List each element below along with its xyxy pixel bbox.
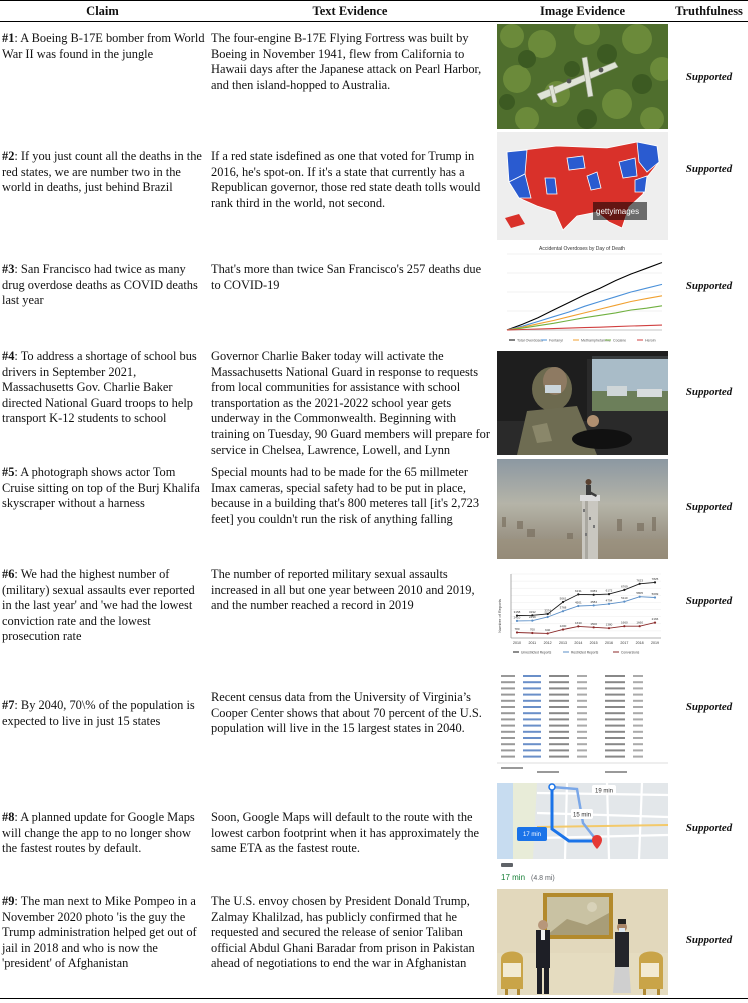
table-cell-blur bbox=[549, 725, 569, 727]
map-route-label: 17 min bbox=[522, 832, 542, 838]
claim-id: #4 bbox=[2, 349, 15, 363]
table-cell-blur bbox=[549, 687, 569, 689]
x-tick-label: 2010 bbox=[513, 641, 521, 645]
claim-cell bbox=[2, 810, 205, 857]
data-label: 5110 bbox=[621, 596, 628, 601]
header-truthfulness: Truthfulness bbox=[675, 4, 743, 18]
data-label: 1380 bbox=[605, 622, 613, 627]
table-cell-blur bbox=[633, 725, 643, 727]
table-cell-blur bbox=[633, 749, 643, 751]
data-point bbox=[623, 601, 625, 603]
data-label: 1660 bbox=[620, 620, 628, 625]
table-cell-blur bbox=[605, 725, 625, 727]
data-point bbox=[654, 581, 656, 583]
chart-ylabel: Number of Reports bbox=[497, 599, 502, 633]
table-row bbox=[0, 130, 748, 242]
table-cell-blur bbox=[523, 731, 541, 733]
x-tick-label: 2019 bbox=[651, 641, 659, 645]
data-label: 5805 bbox=[636, 591, 644, 596]
data-label: 2949 bbox=[544, 611, 552, 616]
table-cell-blur bbox=[523, 681, 541, 683]
getty-watermark: gettyimages bbox=[596, 207, 640, 216]
table-cell-blur bbox=[577, 749, 587, 751]
table-cell-blur bbox=[633, 675, 643, 677]
table-cell-blur bbox=[501, 749, 515, 751]
table-cell-blur bbox=[605, 694, 625, 696]
data-label: 3374 bbox=[544, 608, 552, 613]
table-cell-blur bbox=[523, 687, 541, 689]
table-cell-blur bbox=[577, 725, 587, 727]
table-cell-blur bbox=[633, 737, 643, 739]
data-label: 640 bbox=[545, 627, 551, 632]
image-evidence-meeting-photo bbox=[497, 889, 668, 995]
legend-label: Conversions bbox=[621, 650, 640, 655]
claim-cell bbox=[2, 262, 205, 309]
table-cell-blur bbox=[549, 694, 569, 696]
data-point bbox=[577, 625, 579, 627]
map-alt-eta: 15 min bbox=[572, 812, 592, 819]
table-cell-blur bbox=[633, 712, 643, 714]
image-evidence-burj-spire bbox=[497, 459, 668, 559]
table-cell-blur bbox=[523, 675, 541, 677]
claim-id: #3 bbox=[2, 262, 15, 276]
data-point bbox=[531, 632, 533, 634]
claim-text: : A photograph shows actor Tom Cruise sitting on top of the Burj Khalifa skyscraper without a harness bbox=[2, 465, 200, 511]
x-tick-label: 2013 bbox=[559, 641, 567, 645]
claim-id: #2 bbox=[2, 149, 15, 163]
claim-id: #8 bbox=[2, 810, 15, 824]
text-evidence-cell: Recent census data from the University of Virginia’s Cooper Center shows that about 70 percent of the U.S. population will live in the 15 largest states in 2040. bbox=[211, 690, 482, 736]
table-cell-blur bbox=[605, 706, 625, 708]
table-cell-blur bbox=[501, 675, 515, 677]
data-point bbox=[654, 596, 656, 598]
data-label: 7825 bbox=[651, 576, 659, 581]
claim-text: : A planned update for Google Maps will change the app to no longer show the fastest routes by default. bbox=[2, 810, 195, 856]
data-label: 3158 bbox=[513, 610, 521, 615]
data-point bbox=[654, 621, 656, 623]
series-line-methamphetamine bbox=[507, 296, 662, 330]
data-label: 1500 bbox=[590, 621, 598, 626]
data-label: 1630 bbox=[574, 620, 582, 625]
table-cell-blur bbox=[605, 712, 625, 714]
table-cell-blur bbox=[549, 737, 569, 739]
data-point bbox=[593, 594, 595, 596]
claim-id: #5 bbox=[2, 465, 15, 479]
data-label: 2166 bbox=[651, 617, 659, 622]
table-row bbox=[0, 886, 748, 998]
series-line bbox=[517, 597, 655, 621]
data-point bbox=[593, 626, 595, 628]
data-point bbox=[547, 616, 549, 618]
table-cell-blur bbox=[605, 731, 625, 733]
map-top-eta: 19 min bbox=[594, 788, 614, 795]
table-cell-blur bbox=[523, 756, 541, 758]
x-tick-label: 2018 bbox=[635, 641, 644, 645]
table-cell-blur bbox=[501, 725, 515, 727]
text-evidence-cell: The number of reported military sexual assaults increased in all but one year between 2010 and 2019, and the number reached a record in 2019 bbox=[211, 567, 475, 613]
table-cell-blur bbox=[501, 700, 515, 702]
data-point bbox=[623, 589, 625, 591]
table-cell-blur bbox=[633, 718, 643, 720]
data-label: 1200 bbox=[559, 623, 567, 628]
table-cell-blur bbox=[605, 737, 625, 739]
data-label: 1660 bbox=[636, 620, 644, 625]
table-cell-blur bbox=[523, 706, 541, 708]
table-cell-blur bbox=[523, 737, 541, 739]
claim-cell bbox=[2, 31, 205, 62]
truthfulness-label: Supported bbox=[685, 163, 733, 175]
text-evidence-cell: That's more than twice San Francisco's 257 deaths due to COVID-19 bbox=[211, 262, 482, 292]
table-cell-blur bbox=[633, 743, 643, 745]
x-tick-label: 2011 bbox=[528, 641, 537, 645]
claim-text: : The man next to Mike Pompeo in a November 2020 photo 'is the guy the Trump administration helped get out of jail in 2018 and who is now the 'president' of Afghanistan bbox=[2, 894, 197, 971]
table-cell-blur bbox=[605, 675, 625, 677]
truthfulness-label: Supported bbox=[685, 71, 733, 83]
data-label: 6083 bbox=[590, 589, 598, 594]
map-distance: (4.8 mi) bbox=[531, 875, 555, 882]
table-cell-blur bbox=[577, 756, 587, 758]
legend-label: Total Overdoses bbox=[517, 338, 543, 343]
table-cell-blur bbox=[633, 694, 643, 696]
data-point bbox=[516, 620, 518, 622]
table-cell-blur bbox=[605, 771, 627, 773]
data-point bbox=[593, 604, 595, 606]
data-point bbox=[608, 603, 610, 605]
claim-cell bbox=[2, 567, 205, 645]
data-label: 4584 bbox=[590, 599, 598, 604]
table-cell-blur bbox=[501, 687, 515, 689]
table-row bbox=[0, 346, 748, 458]
table-cell-blur bbox=[605, 718, 625, 720]
table-cell-blur bbox=[537, 771, 559, 773]
series-line bbox=[517, 582, 655, 615]
table-cell-blur bbox=[549, 700, 569, 702]
data-point bbox=[577, 605, 579, 607]
data-point bbox=[623, 625, 625, 627]
data-point bbox=[639, 596, 641, 598]
text-evidence-cell: Soon, Google Maps will default to the route with the lowest carbon footprint when it has approximately the same ETA as the fastest route. bbox=[211, 810, 480, 856]
table-cell-blur bbox=[549, 706, 569, 708]
data-point bbox=[562, 601, 564, 603]
x-tick-label: 2015 bbox=[589, 641, 598, 645]
truthfulness-label: Supported bbox=[685, 934, 733, 946]
image-evidence-guard-driver bbox=[497, 351, 668, 455]
table-cell-blur bbox=[577, 700, 587, 702]
data-point bbox=[608, 627, 610, 629]
table-cell-blur bbox=[549, 743, 569, 745]
series-line-fentanyl bbox=[507, 284, 662, 330]
image-evidence-population-table bbox=[497, 669, 668, 777]
x-tick-label: 2017 bbox=[620, 641, 629, 645]
header-text-evidence: Text Evidence bbox=[312, 4, 388, 18]
claim-cell bbox=[2, 698, 205, 729]
image-evidence-plane-wreck bbox=[497, 24, 668, 129]
claim-id: #1 bbox=[2, 31, 15, 45]
text-evidence-cell: Special mounts had to be made for the 65 millmeter Imax cameras, special safety had to be put in place, because in a building that's 800 meteres tall [it's 2,723 feet] you couldn't run the risk of anything falling bbox=[211, 465, 480, 526]
data-label: 4794 bbox=[605, 598, 613, 603]
table-cell-blur bbox=[501, 681, 515, 683]
table-cell-blur bbox=[605, 687, 625, 689]
table-row bbox=[0, 242, 748, 346]
truthfulness-label: Supported bbox=[685, 822, 733, 834]
table-cell-blur bbox=[501, 706, 515, 708]
table-cell-blur bbox=[577, 706, 587, 708]
table-cell-blur bbox=[523, 700, 541, 702]
table-cell-blur bbox=[523, 749, 541, 751]
legend-label: Fentanyl bbox=[549, 338, 563, 343]
table-cell-blur bbox=[605, 756, 625, 758]
table-cell-blur bbox=[523, 718, 541, 720]
data-label: 2410 bbox=[513, 615, 521, 620]
table-cell-blur bbox=[501, 743, 515, 745]
table-cell-blur bbox=[501, 737, 515, 739]
image-evidence-assault-chart bbox=[497, 568, 668, 664]
table-cell-blur bbox=[549, 756, 569, 758]
table-cell-blur bbox=[501, 767, 523, 769]
data-label: 4501 bbox=[574, 600, 582, 605]
table-cell-blur bbox=[549, 681, 569, 683]
table-cell-blur bbox=[605, 749, 625, 751]
table-cell-blur bbox=[501, 756, 515, 758]
table-cell-blur bbox=[605, 743, 625, 745]
claim-id: #7 bbox=[2, 698, 15, 712]
data-label: 6131 bbox=[574, 588, 582, 593]
text-evidence-cell: If a red state isdefined as one that voted for Trump in 2016, he's spot-on. If it's a state that currently has a Republican governor, those red state death tolls would rank third in the world, not second. bbox=[211, 149, 481, 210]
table-cell-blur bbox=[577, 743, 587, 745]
data-label: 3192 bbox=[528, 609, 536, 614]
claim-cell bbox=[2, 149, 205, 196]
x-tick-label: 2012 bbox=[543, 641, 552, 645]
data-label: 3768 bbox=[559, 605, 567, 610]
text-evidence-cell: The four-engine B-17E Flying Fortress was built by Boeing in November 1941, flew from California to Hawaii days after the Japanese attack on Pearl Harbor, and then island-hopped to Australia. bbox=[211, 31, 482, 92]
truthfulness-label: Supported bbox=[685, 595, 733, 607]
data-point bbox=[577, 593, 579, 595]
claim-text: : By 2040, 70\% of the population is expected to live in just 15 states bbox=[2, 698, 195, 728]
table-cell-blur bbox=[549, 731, 569, 733]
data-label: 780 bbox=[514, 626, 520, 631]
x-tick-label: 2014 bbox=[574, 641, 583, 645]
claim-cell bbox=[2, 349, 205, 427]
claim-text: : We had the highest number of (military) sexual assaults ever reported in the last year' and 'we had the lowest conviction rate and the lowest prosecution rate bbox=[2, 567, 195, 644]
text-evidence-cell: Governor Charlie Baker today will activate the Massachusetts National Guard in response to requests from local communities for assistance with school transportation as the 2021-2022 school year gets underway in the Commonwealth. Beginning with training on Tuesday, 90 Guard members will prepare for service in Chelsea, Lawrence, Lowell, and Lynn bbox=[211, 349, 490, 457]
table-row bbox=[0, 780, 748, 886]
claim-id: #9 bbox=[2, 894, 15, 908]
legend-label: Restricted Reports bbox=[571, 650, 599, 655]
x-tick-label: 2016 bbox=[605, 641, 613, 645]
truthfulness-label: Supported bbox=[685, 701, 733, 713]
table-cell-blur bbox=[633, 681, 643, 683]
data-label: 6172 bbox=[605, 588, 613, 593]
claim-text: : To address a shortage of school bus drivers in September 2021, Massachusetts Gov. Charlie Baker directed National Guard troops to help transport K-12 students to school bbox=[2, 349, 197, 426]
table-cell-blur bbox=[549, 675, 569, 677]
table-cell-blur bbox=[633, 706, 643, 708]
header-claim: Claim bbox=[86, 4, 119, 18]
claim-text: : San Francisco had twice as many drug overdose deaths as COVID deaths last year bbox=[2, 262, 198, 308]
series-line-cocaine bbox=[507, 306, 662, 330]
table-cell-blur bbox=[577, 681, 587, 683]
data-label: 6769 bbox=[620, 584, 628, 589]
data-point bbox=[516, 631, 518, 633]
data-label: 700 bbox=[529, 627, 535, 632]
data-label: 2439 bbox=[528, 615, 536, 620]
header-image-evidence: Image Evidence bbox=[539, 4, 626, 18]
data-point bbox=[562, 628, 564, 630]
data-point bbox=[608, 593, 610, 595]
claim-id: #6 bbox=[2, 567, 15, 581]
data-label: 5699 bbox=[651, 591, 659, 596]
data-point bbox=[639, 625, 641, 627]
table-cell-blur bbox=[523, 725, 541, 727]
table-cell-blur bbox=[549, 712, 569, 714]
table-cell-blur bbox=[633, 756, 643, 758]
legend-label: Methamphetamine bbox=[581, 338, 611, 343]
table-cell-blur bbox=[577, 718, 587, 720]
claim-text: : A Boeing B-17E bomber from World War II was found in the jungle bbox=[2, 31, 205, 61]
table-cell-blur bbox=[501, 731, 515, 733]
data-point bbox=[547, 632, 549, 634]
table-row bbox=[0, 458, 748, 560]
table-cell-blur bbox=[523, 712, 541, 714]
table-cell-blur bbox=[577, 712, 587, 714]
table-row bbox=[0, 22, 748, 130]
claim-text: : If you just count all the deaths in the red states, we are number two in the world in deaths, just behind Brazil bbox=[2, 149, 202, 195]
table-cell-blur bbox=[633, 700, 643, 702]
table-cell-blur bbox=[523, 743, 541, 745]
image-evidence-google-maps bbox=[497, 783, 668, 885]
table-bottom-rule bbox=[0, 998, 748, 999]
table-header bbox=[0, 0, 748, 22]
table-cell-blur bbox=[605, 681, 625, 683]
legend-label: Heroin bbox=[645, 338, 656, 343]
table-cell-blur bbox=[549, 718, 569, 720]
legend-label: Unrestricted Reports bbox=[521, 650, 552, 655]
table-cell-blur bbox=[577, 737, 587, 739]
data-point bbox=[639, 583, 641, 585]
table-cell-blur bbox=[577, 675, 587, 677]
legend-label: Cocaine bbox=[613, 338, 627, 343]
text-evidence-cell: The U.S. envoy chosen by President Donald Trump, Zalmay Khalilzad, has publicly confirmed that he requested and secured the release of senior Taliban official Abdul Ghani Baradar from prison in Pakistan ahead of negotiations to end the war in Afghanistan bbox=[211, 894, 475, 971]
data-label: 5061 bbox=[559, 596, 567, 601]
table-cell-blur bbox=[577, 694, 587, 696]
map-eta: 17 min bbox=[501, 873, 526, 882]
claim-cell bbox=[2, 465, 205, 512]
truthfulness-label: Supported bbox=[685, 386, 733, 398]
table-cell-blur bbox=[501, 694, 515, 696]
table-cell-blur bbox=[501, 718, 515, 720]
table-cell-blur bbox=[523, 694, 541, 696]
table-cell-blur bbox=[633, 731, 643, 733]
claim-cell bbox=[2, 894, 205, 972]
image-evidence-overdose-chart bbox=[497, 242, 668, 346]
table-row bbox=[0, 664, 748, 780]
data-point bbox=[562, 610, 564, 612]
data-point bbox=[531, 620, 533, 622]
table-cell-blur bbox=[577, 687, 587, 689]
truthfulness-label: Supported bbox=[685, 501, 733, 513]
table-cell-blur bbox=[501, 712, 515, 714]
table-cell-blur bbox=[605, 700, 625, 702]
series-line-total-overdoses bbox=[507, 263, 662, 331]
table-cell-blur bbox=[577, 731, 587, 733]
truthfulness-label: Supported bbox=[685, 280, 733, 292]
table-cell-blur bbox=[633, 687, 643, 689]
chart-title: Accidental Overdoses by Day of Death bbox=[539, 246, 625, 252]
table-row bbox=[0, 560, 748, 664]
data-label: 7623 bbox=[636, 578, 644, 583]
table-cell-blur bbox=[549, 749, 569, 751]
image-evidence-us-map bbox=[497, 132, 668, 240]
